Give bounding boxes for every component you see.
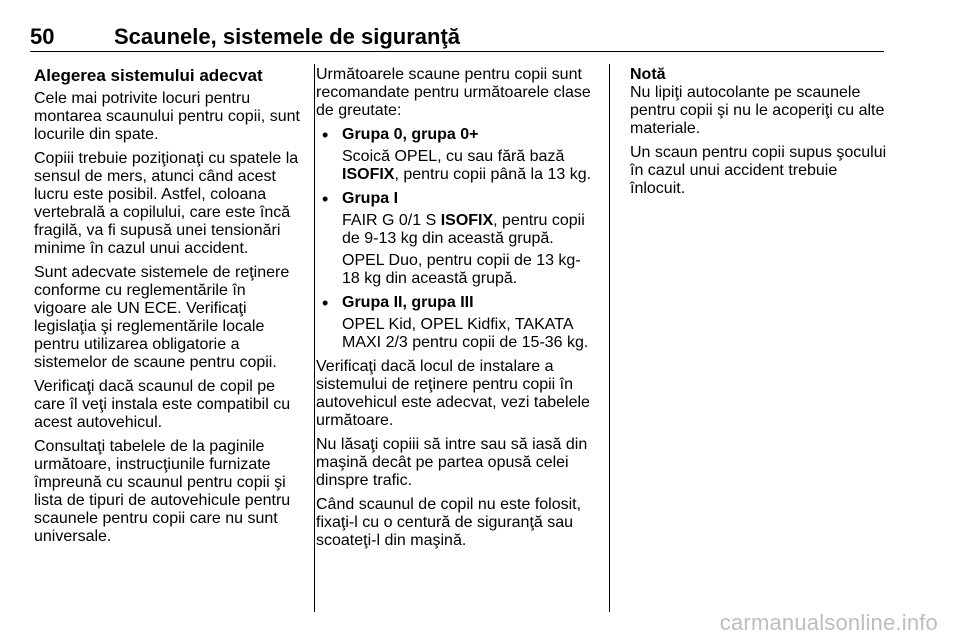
paragraph: Copiii trebuie poziţionaţi cu spatele la sensul de mers, atunci când acest lucru este posibil. Astfel, coloana vertebrală a copilului, care este încă fragilă, va fi supusă unei tensionări minime în cazul unui accident. xyxy=(34,150,299,257)
page-number: 50 xyxy=(30,24,55,49)
group-title: • Grupa II, grupa III xyxy=(342,294,474,311)
note-paragraph: Un scaun pentru copii supus şocului în cazul unui accident trebuie înlocuit. xyxy=(630,144,887,197)
group-description xyxy=(342,148,596,184)
text-run: FAIR G 0/1 S xyxy=(342,212,441,229)
column-2 xyxy=(316,66,596,556)
weight-group-list xyxy=(316,126,596,352)
page-header xyxy=(30,24,884,50)
column-3 xyxy=(630,66,888,204)
paragraph: Nu lăsaţi copiii să intre sau să iasă din maşină decât pe partea opusă celei dinspre trafic. xyxy=(316,436,588,489)
watermark: carmanualsonline.info xyxy=(719,610,938,635)
list-item xyxy=(316,190,596,288)
note-title: Notă xyxy=(630,66,666,83)
group-description: OPEL Duo, pentru copii de 13 kg-18 kg din această grupă. xyxy=(342,252,581,287)
list-item xyxy=(316,126,596,184)
column-divider xyxy=(314,64,315,612)
header-divider xyxy=(30,51,884,52)
text-run: , pentru copii de 9-13 kg din această grupă. xyxy=(342,212,585,247)
paragraph: Verificaţi dacă locul de instalare a sistemului de reţinere pentru copii în autovehicul este adecvat, vezi tabelele următoare. xyxy=(316,358,590,429)
section-heading: Alegerea sistemului adecvat xyxy=(34,66,263,85)
paragraph: Sunt adecvate sistemele de reţinere conforme cu reglementările în vigoare ale UN ECE. Verificaţi legislaţia şi reglementările locale pentru utilizarea obligatorie a sistemelor de scaune pentru copii. xyxy=(34,264,290,371)
paragraph: Consultaţi tabelele de la paginile următoare, instrucţiunile furnizate împreună cu scaunul pentru copii şi lista de tipuri de autovehicule pentru scaunele pentru copii care nu sunt universale. xyxy=(34,438,291,545)
isofix-keyword: ISOFIX xyxy=(440,212,494,229)
paragraph: Verificaţi dacă scaunul de copil pe care îl veţi instala este compatibil cu acest autovehicul. xyxy=(34,378,291,431)
group-title: • Grupa 0, grupa 0+ xyxy=(342,126,479,143)
page-title: Scaunele, sistemele de siguranţă xyxy=(114,24,461,49)
group-description: OPEL Kid, OPEL Kidfix, TAKATA MAXI 2/3 pentru copii de 15-36 kg. xyxy=(342,316,589,351)
note-paragraph: Nu lipiţi autocolante pe scaunele pentru copii şi nu le acoperiţi cu alte materiale. xyxy=(630,84,885,137)
text-run: Scoică OPEL, cu sau fără bază xyxy=(342,148,565,165)
group-description xyxy=(342,212,596,248)
column-divider xyxy=(609,64,610,612)
group-title: • Grupa I xyxy=(342,190,399,207)
column-1 xyxy=(34,66,300,552)
paragraph: Când scaunul de copil nu este folosit, fixaţi-l cu o centură de siguranţă sau scoateţi-l din maşină. xyxy=(316,496,582,549)
list-item xyxy=(316,294,596,352)
text-run: , pentru copii până la 13 kg. xyxy=(394,166,592,183)
paragraph: Cele mai potrivite locuri pentru montarea scaunului pentru copii, sunt locurile din spate. xyxy=(34,90,300,143)
isofix-keyword: ISOFIX xyxy=(342,166,395,183)
intro-paragraph: Următoarele scaune pentru copii sunt recomandate pentru următoarele clase de greutate: xyxy=(316,66,591,119)
